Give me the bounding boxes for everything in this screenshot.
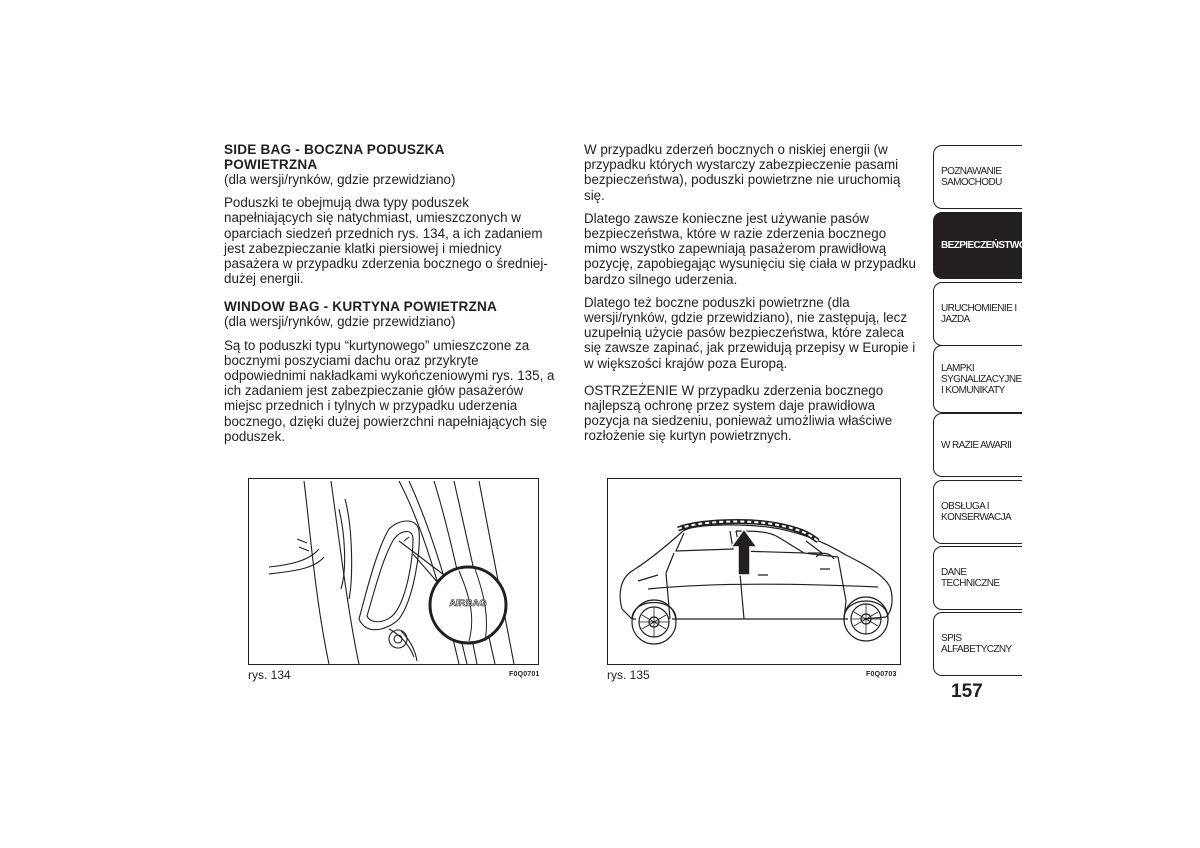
paragraph-low-energy: W przypadku zderzeń bocznych o niskiej energii (w przypadku których wystarczy zabezpieczenie pasami bezpieczeństwa), poduszki powietrzne nie uruchomią się. <box>584 142 901 203</box>
side-bag-body: Poduszki te obejmują dwa typy poduszek napełniających się natychmiast, umieszczonych w oparciach siedzeń przednich rys. 134, a ich zadaniem jest zabezpieczanie klatki piersiowej i miednicy pasażera w przypadku zderzenia bocznego o średniej-dużej energii. <box>224 195 548 287</box>
warning-text: W przypadku zderzenia bocznego najlepszą ochronę przez system daje prawidłowa pozycja na siedzeniu, ponieważ umożliwia właściwe rozłożenie się kurtyn powietrznych. <box>584 382 893 444</box>
figure-window-airbag <box>607 478 901 665</box>
tab-spis-alfabetyczny[interactable]: SPIS ALFABETYCZNY <box>933 612 1022 676</box>
tab-lampki-sygnalizacyjne[interactable]: LAMPKI SYGNALIZACYJNE I KOMUNIKATY <box>933 345 1022 413</box>
left-column <box>224 142 559 452</box>
tab-obsluga-i-konserwacja[interactable]: OBSŁUGA I KONSERWACJA <box>933 480 1022 544</box>
section-title-window-bag: WINDOW BAG - KURTYNA POWIETRZNA <box>224 299 498 315</box>
right-column <box>584 142 916 452</box>
section-title-side-bag: SIDE BAG - BOCZNA PODUSZKA POWIETRZNA <box>224 142 445 172</box>
figure-code-134: F0Q0701 <box>509 671 540 678</box>
tab-bezpieczenstwo[interactable]: BEZPIECZEŃSTWO <box>933 212 1022 279</box>
window-bag-body: Są to poduszki typu “kurtynowego” umieszczone za bocznymi poszyciami dachu oraz przykryte odpowiednimi nakładkami wykończeniowymi rys. 135, a ich zadaniem jest zabezpieczanie głów pasażerów miejsc przednich i tylnych w przypadku uderzenia bocznego, dzięki dużej powierzchni napełniających się poduszek. <box>224 337 555 444</box>
page-number: 157 <box>951 681 983 702</box>
paragraph-complement: Dlatego też boczne poduszki powietrzne (dla wersji/rynków, gdzie przewidziano), nie zastępują, lecz uzupełnią użycie pasów bezpieczeństwa, które zaleca się zawsze zapinać, jak przewidują przepisy w Europie i w większości krajów poza Europą. <box>584 294 916 371</box>
section-subtitle-side-bag: (dla wersji/rynków, gdzie przewidziano) <box>224 172 456 187</box>
tab-w-razie-awarii[interactable]: W RAZIE AWARII <box>933 413 1022 477</box>
section-subtitle-window-bag: (dla wersji/rynków, gdzie przewidziano) <box>224 314 456 330</box>
paragraph-seatbelts: Dlatego zawsze konieczne jest używanie pasów bezpieczeństwa, które w razie zderzenia bocznego mimo wszystko zapewniają pasażerom prawidłową pozycję, zapobiegając wysunięciu się ciała w przypadku bardzo silnego uderzenia. <box>584 210 916 287</box>
figure-caption-135: rys. 135 <box>607 668 650 682</box>
tab-poznawanie-samochodu[interactable]: POZNAWANIE SAMOCHODU <box>933 145 1022 209</box>
warning-label: OSTRZEŻENIE <box>584 382 678 398</box>
figure-caption-134: rys. 134 <box>248 668 291 682</box>
tab-dane-techniczne[interactable]: DANE TECHNICZNE <box>933 546 1022 610</box>
airbag-badge-label: AIRBAG <box>449 598 487 609</box>
warning-paragraph <box>584 383 916 444</box>
figure-side-airbag <box>248 478 539 665</box>
tab-uruchomienie-i-jazda[interactable]: URUCHOMIENIE I JAZDA <box>933 282 1022 346</box>
seat-airbag-illustration <box>249 479 538 664</box>
car-curtain-airbag-illustration <box>608 479 900 664</box>
figure-code-135: F0Q0703 <box>866 671 897 678</box>
